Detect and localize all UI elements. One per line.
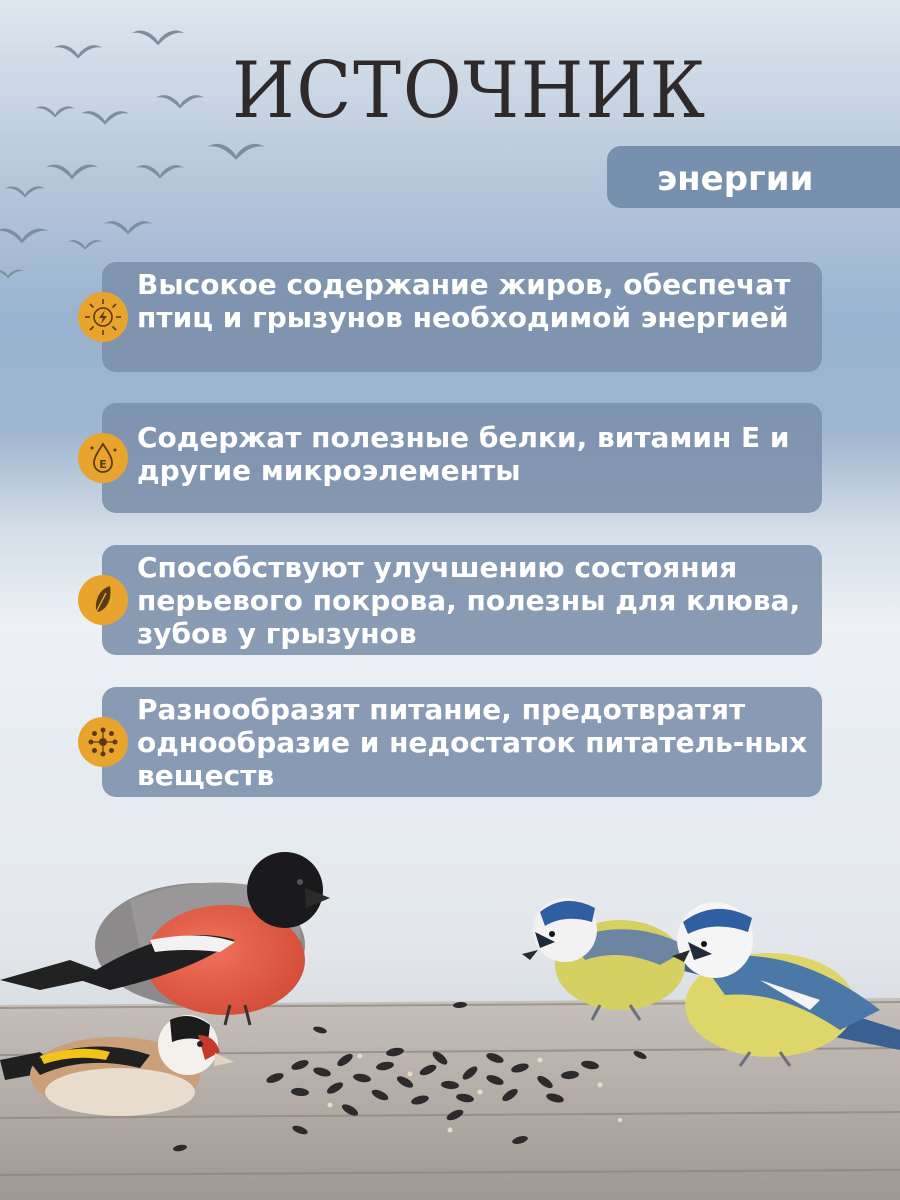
benefit-card-feathers [102, 545, 822, 655]
benefit-card-energy [102, 262, 822, 372]
svg-text:E: E [99, 458, 107, 471]
page-title: ИСТОЧНИК [232, 46, 708, 136]
benefit-text: Содержат полезные белки, витамин E и другие микроэлементы [137, 421, 790, 487]
subtitle-banner [607, 146, 900, 208]
feather-icon [78, 575, 128, 625]
birds-feeding-scene [0, 830, 900, 1200]
benefit-text: Высокое содержание жиров, обеспечат птиц и грызунов необходимой энергией [137, 268, 791, 334]
bullfinch-bird [0, 852, 330, 1025]
benefit-text: Способствуют улучшению состояния перьевого покрова, полезны для клюва, зубов у грызунов [137, 551, 801, 650]
page-subtitle: энергии [657, 159, 814, 199]
sun-energy-icon [78, 292, 128, 342]
nutrients-burst-icon [78, 717, 128, 767]
benefit-text: Разнообразят питание, предотвратят однообразие и недостаток питатель-ных веществ [137, 693, 808, 792]
benefit-card-variety [102, 687, 822, 797]
benefit-card-vitamins [102, 403, 822, 513]
flying-birds-flock [0, 0, 320, 300]
vitamin-e-drop-icon [78, 433, 128, 483]
